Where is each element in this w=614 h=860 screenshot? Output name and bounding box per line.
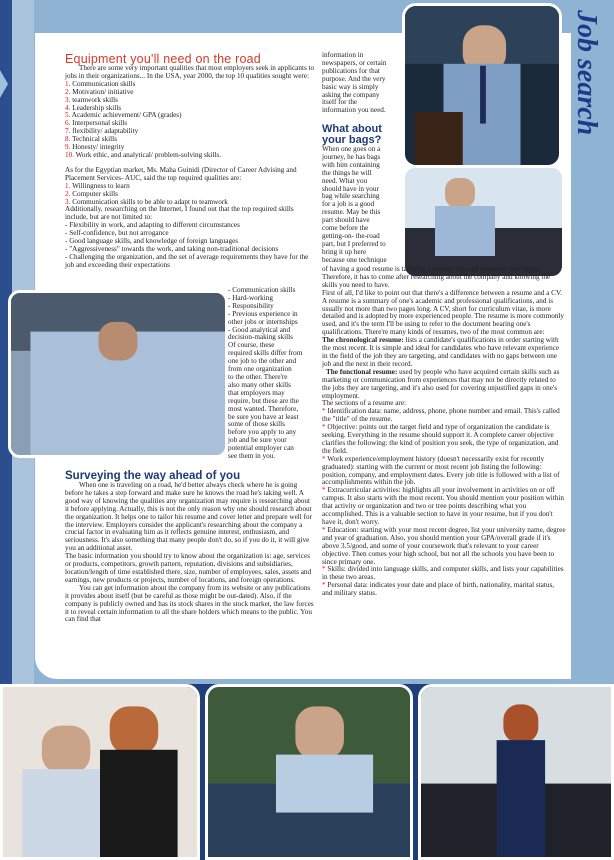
dash-item: - Challenging the organization, and the set of average requirements they have for the job and exceeding their expectations — [65, 252, 309, 269]
functional-label: The functional resume: — [326, 367, 398, 376]
side-line: one job to the other and — [228, 357, 297, 366]
bag-line: for a job is a good — [322, 200, 375, 209]
chronological-paragraph — [322, 337, 566, 369]
list-text: Communication skills to be able to adapt to teamwork — [72, 197, 228, 206]
heading-equipment: Equipment you'll need on the road — [65, 52, 261, 66]
list-number: 10. — [65, 150, 76, 159]
list-number: 3. — [65, 197, 73, 206]
bag-line: getting-on- the-road — [322, 231, 380, 240]
narrow-line: basic way is simply — [322, 82, 379, 91]
bag-line: bag while searching — [322, 192, 380, 201]
resume-section-item — [322, 487, 566, 527]
functional-paragraph — [322, 369, 566, 401]
bullet-icon: * — [322, 407, 328, 416]
bullet-icon: * — [322, 486, 328, 495]
dash-item: - Self-confidence, but not arrogance — [65, 229, 169, 238]
surveying-text — [65, 482, 315, 624]
list-item — [65, 152, 315, 160]
list-text: Communication skills — [72, 79, 136, 88]
list-text: teamwork skills — [72, 95, 118, 104]
list-text: Honesty/ integrity — [72, 143, 125, 152]
section-text: Objective: points out the target field and type of organization the candidate is seeking. Everything in the resume should support it. A complete career objective clarifies the following: the kind of position you seek, the type of organization, and the field. — [322, 423, 559, 455]
side-line: - Responsibility — [228, 301, 274, 310]
narrow-line: information in — [322, 51, 364, 59]
section-text: Personal data: indicates your date and place of birth, nationality, marital status, and military status. — [322, 581, 555, 598]
list-number: 4. — [65, 103, 73, 112]
bag-line: resume. May be this — [322, 208, 381, 217]
side-line: job and be sure your — [228, 436, 287, 445]
sections-intro: The sections of a resume are: — [322, 399, 407, 408]
narrow-line: newspapers, or certain — [322, 58, 387, 67]
section-text: Work experience/employment history (doesn't necessarily exist for recently graduated): starting with the current or most recent job listing the following: position, company, and employment dates. Every job title is followed with a list of accomplishments within the job. — [322, 454, 560, 487]
list-number: 3. — [65, 95, 73, 104]
heading-bags: What about your bags? — [322, 123, 382, 146]
side-line: that employers may — [228, 388, 285, 397]
side-line: other jobs or internships — [228, 317, 298, 326]
narrow-line: asking the company — [322, 90, 380, 99]
list-number: 2. — [65, 189, 73, 198]
list-text: Interpersonal skills — [72, 119, 128, 128]
resume-section-item — [322, 408, 566, 424]
side-line: some of those skills — [228, 420, 285, 429]
narrow-line: purpose. And the very — [322, 74, 386, 83]
side-line: required skills differ from — [228, 349, 303, 358]
skills-dash-list — [65, 222, 315, 269]
list-number: 1. — [65, 79, 73, 88]
bag-line: because one technique — [322, 255, 387, 264]
bullet-icon: * — [322, 525, 328, 534]
bullet-icon: * — [322, 454, 328, 463]
list-number: 1. — [65, 181, 73, 190]
list-number: 9. — [65, 143, 73, 152]
list-number: 6. — [65, 119, 73, 128]
list-number: 5. — [65, 111, 72, 120]
bag-line: the things he will — [322, 168, 372, 177]
list-text: Work ethic, and analytical/ problem-solving skills. — [75, 150, 221, 159]
egypt-intro: As for the Egyptian market, Ms. Maha Guinidi (Director of Career Advising and Placement Services- AUC, said the top required qualities are: — [65, 165, 297, 182]
resume-section-item — [322, 456, 566, 488]
dash-item: - Flexibility in work, and adapting to different circumstances — [65, 221, 240, 230]
narrow-line: itself for the — [322, 98, 358, 107]
list-text: Willingness to learn — [72, 181, 130, 190]
list-text: Leadership skills — [72, 103, 122, 112]
survey-paragraph-2: The basic information you should try to know about the organization is: age, services or products, competitors, growth pattern, reputation, divisions and subsidiaries, location/length of time established there, size, number of employees, sales, assets and earnings, new products or projects, number of locations, and foreign operations. — [65, 552, 312, 584]
arrow-marker-icon — [0, 70, 8, 98]
intro-paragraph: There are some very important qualities that most employers seek in applicants to jobs in their organizations... In the USA, year 2000, the top 10 qualities sought were: — [65, 64, 315, 80]
bullet-icon: * — [322, 581, 328, 590]
photo-man-writing — [8, 290, 228, 458]
resume-section-item — [322, 527, 566, 567]
side-line: - Previous experience in — [228, 309, 298, 318]
dash-item: - "Aggressiveness" towards the work, and taking non-traditional decisions — [65, 244, 279, 253]
bags-paragraph-rest: of having a good resume is tailoring a resume for each employer you target. Therefore, it has to come after researching about the company and knowing the skills you need to have. — [322, 265, 551, 289]
survey-paragraph-3: You can get information about the company from its website or any publications it provides about itself (but be careful as those might be out-dated). Also, if the company is publicly owned and has its stock shares in the stock market, the law forces it to reveal certain information to all the share holders which means to the public. You can find that — [65, 583, 314, 624]
side-line: - Good analytical and — [228, 325, 291, 334]
bullet-icon: * — [322, 423, 328, 432]
photo-man-with-bag — [402, 3, 562, 168]
side-line: decision-making skills — [228, 333, 293, 342]
list-text: Academic achievement/ GPA (grades) — [71, 111, 182, 120]
bag-line: with him containing — [322, 160, 380, 169]
bag-line: part should have — [322, 216, 370, 225]
side-line: be sure you have at least — [228, 412, 299, 421]
side-line: most wanted. Therefore, — [228, 404, 299, 413]
heading-surveying: Surveying the way ahead of you — [65, 470, 241, 482]
side-line: from one organization — [228, 365, 292, 374]
section-text: Skills: divided into language skills, and computer skills, and lists your capabilities in these two areas. — [322, 565, 564, 582]
list-text: Motivation/ initiative — [72, 87, 134, 96]
bag-line: need. What you — [322, 176, 368, 185]
narrow-line: publications for that — [322, 66, 380, 75]
list-number: 8. — [65, 135, 73, 144]
side-line: require, but these are the — [228, 396, 299, 405]
side-line: potential employer can — [228, 444, 294, 453]
additional-paragraph: Additionally, researching on the Internet, I found out that the top required skills include, but are not limited to: — [65, 205, 294, 222]
photo-man-in-car — [205, 684, 413, 860]
resume-sections-list — [322, 408, 566, 598]
side-line: also many other skills — [228, 380, 291, 389]
chronological-label: The chronological resume: — [322, 336, 404, 345]
resume-paragraph: First of all, I'd like to point out that there's a difference between a resume and a CV. A resume is a summary of one's academic and professional qualifications, and is usually not more than two pages long. A CV, short for curriculum vitae, is more detailed and is adopted by more experienced people. The resume is more commonly used, and it's the term I'll be using to refer to the document bearing one's qualifications. There're many kinds of resumes, two of the most common are: — [322, 288, 564, 337]
resume-section-item — [322, 582, 566, 598]
list-text: Technical skills — [72, 135, 117, 144]
qualities-list — [65, 81, 315, 160]
side-line: before you apply to any — [228, 428, 297, 437]
info-text — [322, 52, 402, 115]
list-text: flexibility/ adaptability — [72, 127, 139, 136]
side-line: to the other. There're — [228, 372, 288, 381]
side-line: see them in you. — [228, 452, 276, 461]
side-skills-text — [228, 287, 318, 461]
bag-line: should have in your — [322, 184, 379, 193]
resume-text — [322, 266, 566, 598]
chronological-text: lists a candidate's qualifications in order starting with the most recent. It is simple and ideal for candidates who have relevant experience in the field of the job they are targeting, and candidates with no gaps between one job and the next in their record. — [322, 336, 560, 368]
survey-paragraph-1: When one is traveling on a road, he'd better always check where he is going before he takes a step forward and make sure he knows the road he's taking well. A good way of knowing the qualities any organization may require is researching about it before applying. Actually, this is not the only reason why one should research about the organization. It helps one to tailor his resume and cover letter and prepare well for the interview. Employers consider the applicant's researching about the company a crucial factor in evaluating him as it reflects genuine interest, enthusiasm, and seriousness. It's also something that many people don't do, so if you do it, it will give you an additional asset. — [65, 481, 312, 553]
bags-text-narrow — [322, 146, 402, 265]
bag-line: When one goes on a — [322, 145, 381, 153]
egypt-qualities-list — [65, 183, 315, 207]
bag-line: journey, he has bags — [322, 152, 381, 161]
photo-man-at-car — [405, 168, 562, 276]
side-line: - Hard-working — [228, 293, 273, 302]
photo-woman-at-car — [418, 684, 614, 860]
functional-text: used by people who have acquired certain skills such as marketing or communication from experiences that may not be directly related to the jobs they are targeting, and it's also used for covering unjustified gaps in one's employment. — [322, 367, 560, 400]
list-number: 7. — [65, 127, 73, 136]
bag-line: come before the — [322, 224, 369, 233]
side-line: Of course, these — [228, 341, 275, 350]
bullet-icon: * — [322, 565, 328, 574]
narrow-line: information you need. — [322, 106, 386, 115]
side-line: - Communication skills — [228, 286, 296, 294]
resume-section-item — [322, 566, 566, 582]
list-number: 2. — [65, 87, 73, 96]
section-text: Identification data: name, address, phone, phone number and email. This's called the "title" of the resume. — [322, 407, 560, 424]
bag-line: bring it up here — [322, 247, 367, 256]
resume-section-item — [322, 424, 566, 456]
list-text: Computer skills — [72, 189, 118, 198]
section-text: Education: starting with your most recent degree, list your university name, degree and year of graduation. Also, you should mention your GPA/overall grade if it's above 3.5/good, and some of your coursework that's relevant to your career objective. Then comes your high school, but not all the schools you have been to since primary one. — [322, 525, 566, 566]
photo-office-call — [0, 684, 200, 860]
section-text: Extracurricular activities: highlights all your involvement in activities on or off campus. It also starts with the most recent. You should mention your position within that activity or organization and two or tree points describing what you accomplished. This is a valuable section to have in your resume, but if you don't have it, don't worry. — [322, 486, 564, 526]
bag-line: part, but I preferred to — [322, 239, 386, 248]
equipment-text — [65, 65, 315, 270]
section-title: Job search — [571, 10, 602, 136]
dash-item: - Good language skills, and knowledge of foreign languages — [65, 237, 239, 246]
